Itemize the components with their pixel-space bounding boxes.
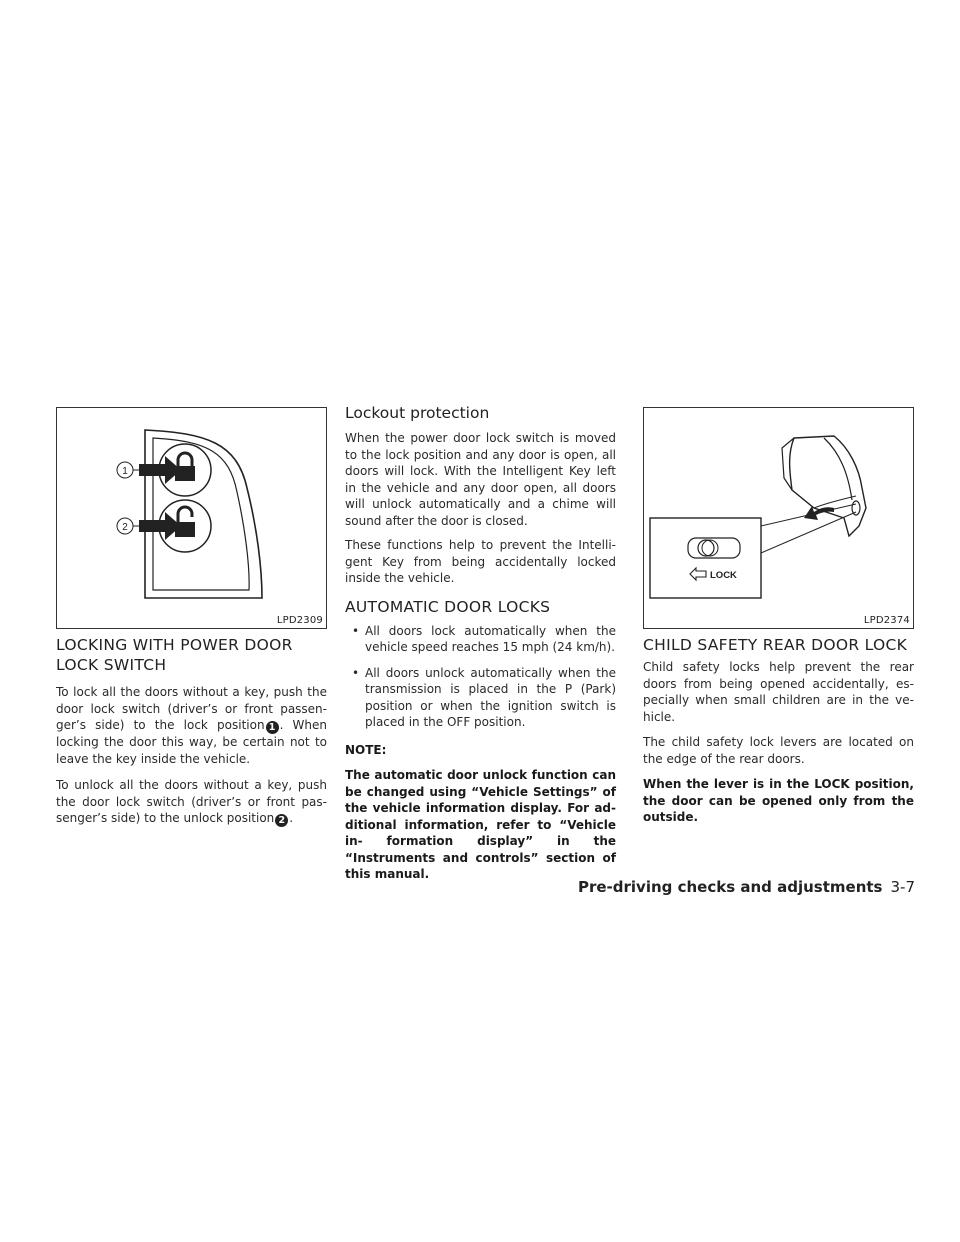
- page-footer: [0, 878, 915, 896]
- child-safety-lock-figure: [643, 407, 914, 629]
- lockout-paragraph-2: These functions help to prevent the Intelli- gent Key from being accidentally locked inside the vehicle.: [345, 538, 616, 585]
- callout-2-icon: 2: [275, 814, 288, 827]
- child-safety-paragraph-1: Child safety locks help prevent the rear doors from being opened accidentally, es- pecially when small children are in the ve- hicle.: [643, 660, 914, 724]
- callout-2: 2: [122, 522, 128, 533]
- child-safety-paragraph-3: When the lever is in the LOCK position, the door can be opened only from the outside.: [643, 777, 914, 824]
- locking-paragraph: To lock all the doors without a key, push the door lock switch (driver’s or front passen- ger’s side) to the lock position 1 . When locking the door this way, be certain not to leave the key inside the vehicle.: [56, 685, 327, 766]
- figure-label-lpd2309: LPD2309: [276, 615, 323, 626]
- auto-lock-bullets: [345, 623, 616, 731]
- door-lock-switch-figure: [56, 407, 327, 629]
- child-safety-paragraph-2: The child safety lock levers are located on the edge of the rear doors.: [643, 735, 914, 766]
- page-number: 3-7: [890, 878, 915, 896]
- right-column-text: [643, 635, 914, 826]
- middle-column-text: [345, 403, 616, 883]
- lock-label: LOCK: [710, 570, 737, 581]
- figure-label-lpd2374: LPD2374: [863, 615, 910, 626]
- callout-1-icon: 1: [266, 721, 279, 734]
- callout-1: 1: [122, 466, 128, 477]
- heading-automatic-door-locks: AUTOMATIC DOOR LOCKS: [345, 597, 551, 616]
- heading-lockout-protection: Lockout protection: [345, 404, 490, 422]
- footer-section-title: Pre-driving checks and adjustments: [577, 878, 883, 896]
- door-lock-switch-illustration: [57, 408, 326, 628]
- list-item: • All doors unlock automatically when the transmission is placed in the P (Park) position or when the ignition switch is placed in the OFF position.: [352, 665, 616, 729]
- list-item: • All doors lock automatically when the vehicle speed reaches 15 mph (24 km/h).: [352, 623, 616, 654]
- note-label: NOTE:: [345, 742, 387, 757]
- child-safety-lock-illustration: [644, 408, 913, 628]
- lockout-paragraph-1: When the power door lock switch is moved to the lock position and any door is open, all doors will lock. With the Intelligent Key left in the vehicle and any door open, all doors will unlock automatically and a chime will sound after the door is closed.: [345, 431, 616, 528]
- left-column-text: [56, 635, 327, 827]
- unlocking-paragraph: To unlock all the doors without a key, push the door lock switch (driver’s or front pas- senger’s side) to the unlock position 2 .: [56, 778, 327, 826]
- heading-locking-power-door: LOCKING WITH POWER DOOR LOCK SWITCH: [56, 636, 293, 674]
- note-text: The automatic door unlock function can be changed using “Vehicle Settings” of the vehicle information display. For ad- ditional information, refer to “Vehicle in- formation display” in the “Instruments and controls” section of this manual.: [345, 768, 616, 881]
- heading-child-safety: CHILD SAFETY REAR DOOR LOCK: [643, 636, 908, 654]
